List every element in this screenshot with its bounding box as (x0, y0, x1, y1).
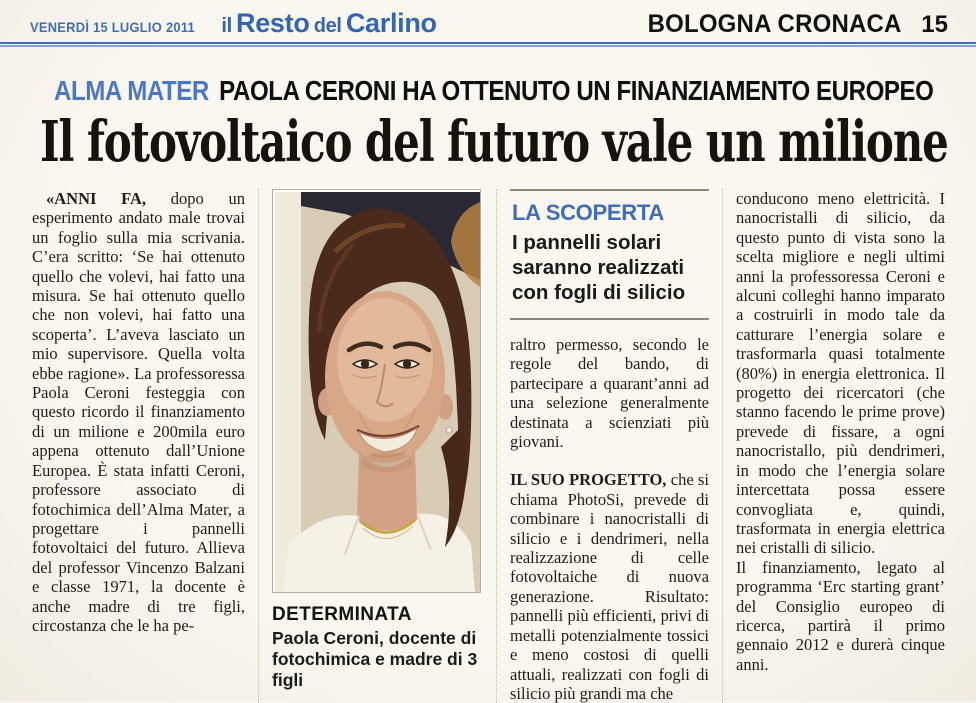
paragraph-text: che si chiama PhotoSi, prevede di combinare i nanocristalli di silicio e i dendrimeri, nella realizzazione di celle fotovoltaiche di nuova generazione. Risultato: pannelli più efficienti, privi di metalli potenzialmente tossici e meno costosi di quelli attuali, realizzati con fogli di silicio più grandi ma che (510, 470, 709, 703)
masthead-right (637, 10, 948, 39)
column-4 (722, 189, 958, 703)
highlight-box (510, 189, 709, 320)
headline: Il fotovoltaico del futuro vale un milione (40, 109, 948, 175)
edition-date: VENERDÌ 15 LUGLIO 2011 (30, 19, 195, 35)
paragraph: raltro permesso, secondo le regole del bando, di partecipare a quarant’anni ad una selezione generalmente destinata a scienziati più giovani. (510, 335, 709, 452)
photo-caption (272, 604, 483, 691)
kicker-text: PAOLA CERONI HA OTTENUTO UN FINANZIAMENTO EUROPEO (219, 75, 934, 106)
masthead-left (30, 8, 437, 39)
photo-column (258, 189, 496, 703)
paragraph-text: dopo un esperimento andato male trovai un foglio sulla mia scrivania. C’era scritto: ‘Se hai ottenuto quello che volevi, hai fatto una misura. Se hai ottenuto quello che non volevi, hai fatto una scoperta’. L’aveva lasciato un mio supervisore. Quella volta ebbe ragione». La professoressa Paola Ceroni festeggia con questo ricordo il finanziamento di un milione e 200mila euro appena ottenuto dall’Unione Europea. È stata infatti Ceroni, professore associato di fotochimica dell’Alma Mater, a progettare i pannelli fotovoltaici del futuro. Allieva del professor Vincenzo Balzani e classe 1971, la docente è anche madre di tre figli, circostanza che le ha pe- (32, 189, 245, 635)
logo-word-carlino: Carlino (345, 8, 437, 38)
paragraph: conducono meno elettricità. I nanocristalli di silicio, da questo punto di vista sono la scelta migliore e negli ultimi anni la professoressa Ceroni e alcuni colleghi hanno imparato a costruirli in modo tale da catturare l’energia solare e trasformarla quasi totalmente (80%) in energia elettronica. Il progetto dei ricercatori (che stanno facendo le prime prove) prevede di fissare, a ogni nanocristallo, più dendrimeri, in modo che l’energia solare intercettata possa essere convogliata e, quindi, trasformata in energia elettrica nei cristalli di silicio. (736, 189, 945, 558)
logo-word-resto: Resto (236, 8, 310, 38)
article-body (0, 173, 976, 703)
highlight-box-text: I pannelli solari saranno realizzati con fogli di silicio (512, 231, 686, 304)
paragraph (510, 470, 709, 703)
paragraph-lead: IL SUO PROGETTO, (510, 470, 667, 490)
paragraph: Il finanziamento, legato al programma ‘Erc starting grant’ del Consiglio europeo di ricerca, partirà il primo gennaio 2012 e durerà cinque anni. (736, 557, 945, 674)
kicker (54, 75, 934, 107)
section-title: BOLOGNA CRONACA (647, 10, 902, 38)
masthead-divider (0, 42, 976, 47)
kicker-tag: ALMA MATER (54, 75, 209, 106)
paragraph (32, 189, 245, 635)
logo-word-del: del (313, 15, 342, 37)
paragraph-lead: «ANNI FA, (46, 189, 147, 208)
portrait-photo (272, 189, 481, 593)
masthead (0, 0, 976, 42)
logo-word-il: il (221, 15, 232, 37)
photo-caption-title: DETERMINATA (272, 604, 412, 625)
photo-caption-text: Paola Ceroni, docente di fotochimica e madre di 3 figli (272, 628, 478, 690)
column-1 (32, 189, 258, 703)
highlight-box-label: LA SCOPERTA (512, 200, 664, 225)
portrait-photo-illustration (275, 192, 480, 592)
page-number: 15 (921, 11, 948, 38)
column-3 (496, 189, 722, 703)
newspaper-logo (221, 8, 436, 39)
